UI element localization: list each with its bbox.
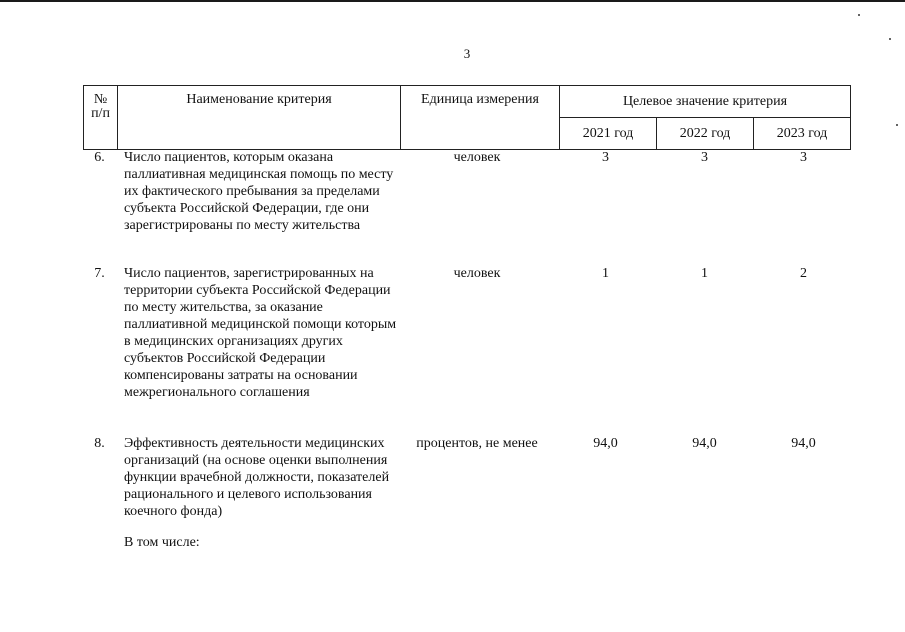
page-top-edge: [0, 0, 905, 2]
header-year-2023: 2023 год: [754, 118, 851, 150]
header-year-2021: 2021 год: [560, 118, 657, 150]
row-value-2023: 3: [800, 150, 807, 165]
header-unit: Единица измерения: [401, 86, 560, 150]
row-number: 7.: [94, 266, 105, 281]
table-row: [83, 435, 855, 535]
row-value-2023: 94,0: [791, 436, 816, 451]
row-value-2021: 1: [602, 266, 609, 281]
header-year-2022: 2022 год: [657, 118, 754, 150]
header-target-value: Целевое значение критерия: [560, 86, 851, 118]
row-unit: человек: [453, 150, 501, 165]
row-value-2022: 94,0: [692, 436, 717, 451]
table-row: [83, 149, 855, 265]
row-unit: процентов, не менее: [416, 436, 538, 451]
page-number: 3: [463, 46, 471, 61]
scan-speck: [858, 14, 860, 16]
header-criterion-name: Наименование критерия: [118, 86, 401, 150]
row-value-2021: 3: [602, 150, 609, 165]
header-number: № п/п: [84, 86, 118, 150]
row-criterion-name: Число пациентов, которым оказана паллиативная медицинская помощь по месту их фактического пребывания за пределами субъекта Российской Федерации, где они зарегистрированы по месту жительства: [124, 150, 394, 233]
row-number: 8.: [94, 436, 105, 451]
row-value-2022: 1: [701, 266, 708, 281]
scan-speck: [896, 124, 898, 126]
row-unit: человек: [453, 266, 501, 281]
scan-speck: [889, 38, 891, 40]
section-subtitle: В том числе:: [124, 535, 200, 550]
table-row: [83, 265, 855, 435]
row-criterion-name: Число пациентов, зарегистрированных на территории субъекта Российской Федерации по месту жительства, за оказание паллиативной медицинской помощи которым в медицинских организациях других субъектов Российской Федерации компенсированы затраты на основании межрегионального соглашения: [124, 266, 397, 400]
criteria-rows: [83, 149, 855, 551]
row-number: 6.: [94, 150, 105, 165]
row-value-2021: 94,0: [593, 436, 618, 451]
row-value-2022: 3: [701, 150, 708, 165]
row-criterion-name: Эффективность деятельности медицинских организаций (на основе оценки выполнения функции врачебной должности, показателей рационального и целевого использования коечного фонда): [124, 436, 390, 519]
row-value-2023: 2: [800, 266, 807, 281]
criteria-table-header: [83, 85, 851, 150]
